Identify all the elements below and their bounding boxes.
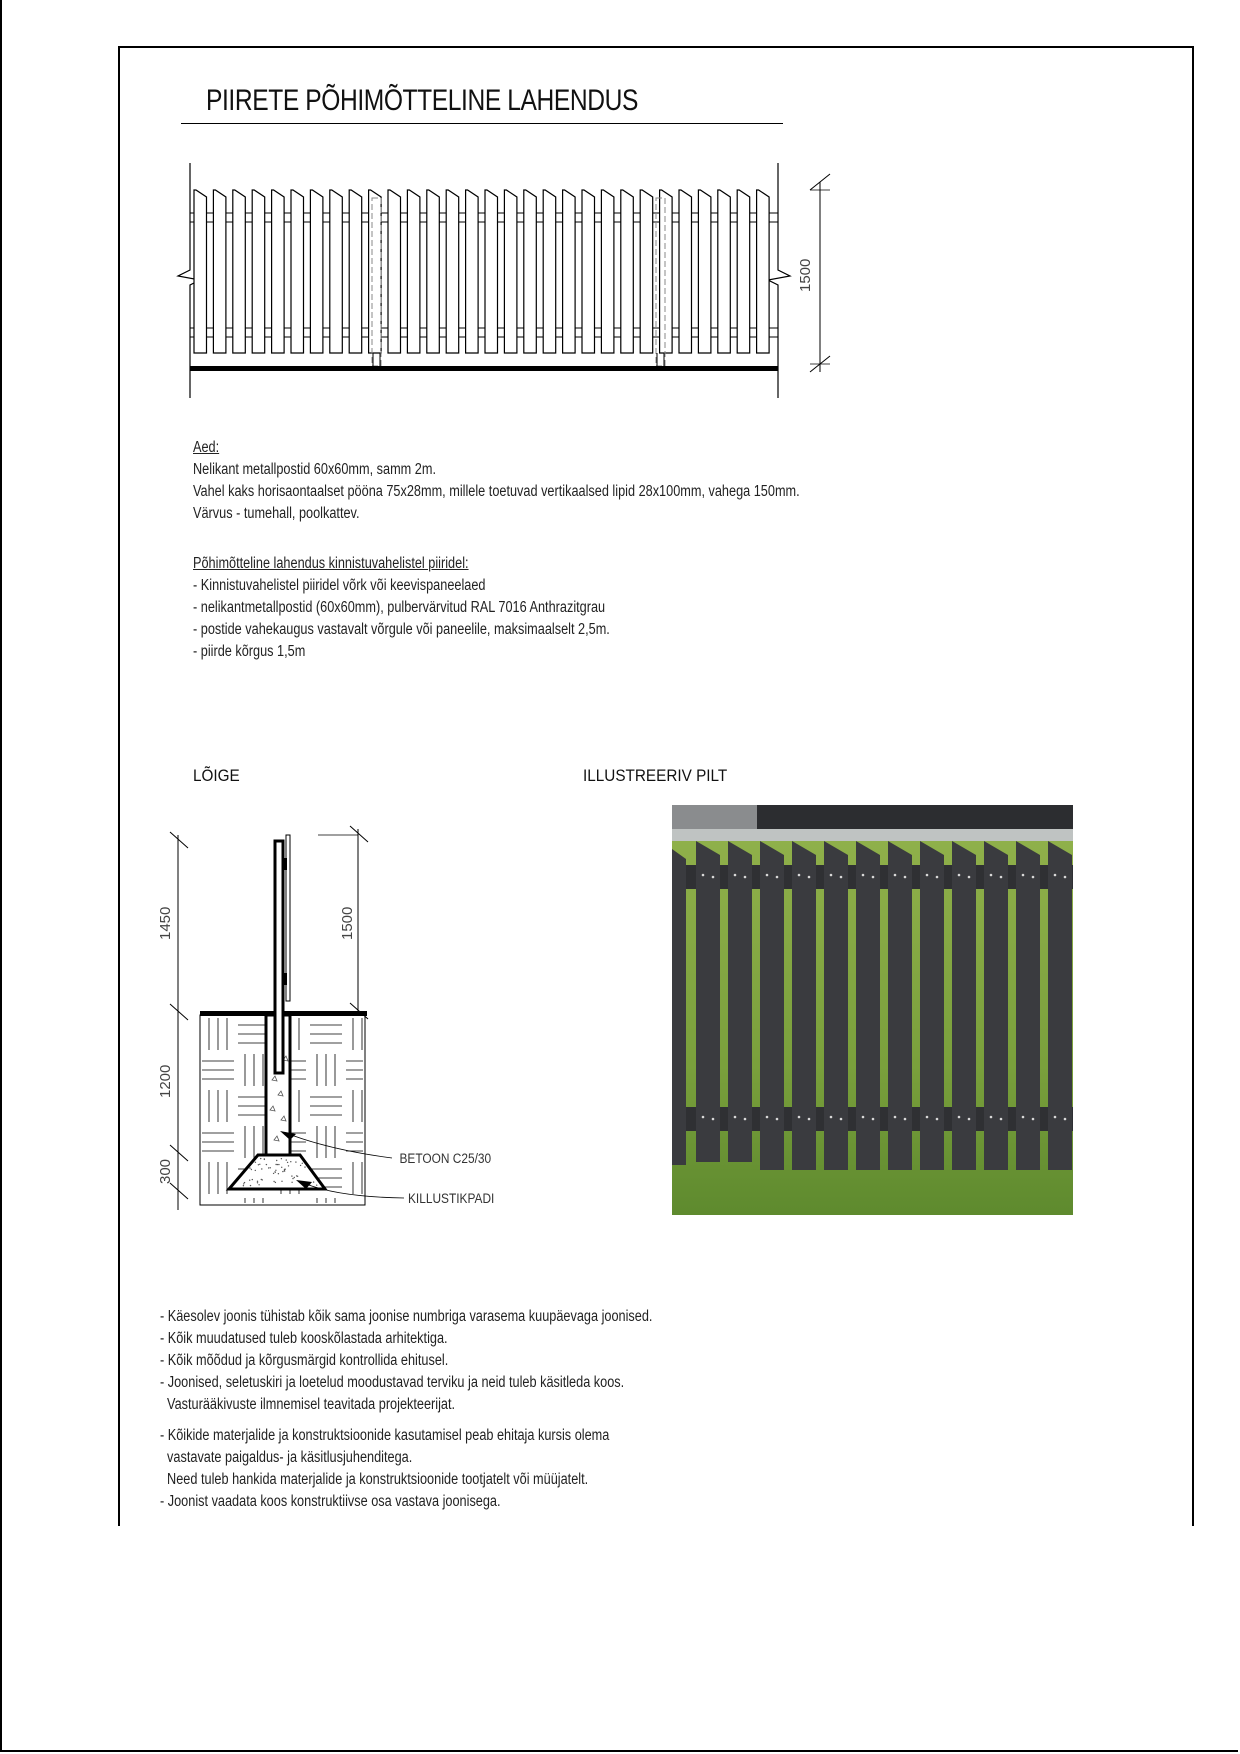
picket	[427, 190, 440, 353]
photo-screw	[894, 1116, 897, 1119]
photo-screw	[1000, 876, 1003, 879]
gravel-dot	[275, 1182, 276, 1183]
picket	[446, 190, 459, 353]
picket	[310, 190, 323, 353]
photo-screw	[808, 1118, 811, 1121]
photo-screw	[1054, 874, 1057, 877]
picket	[369, 190, 382, 353]
photo-screw	[968, 1118, 971, 1121]
fence-elevation	[178, 163, 790, 398]
note-line: - Kõik mõõdud ja kõrgusmärgid kontrollida ehitusel.	[160, 1352, 449, 1369]
pavement	[672, 829, 1073, 841]
picket	[563, 190, 576, 353]
gravel-dot	[302, 1163, 303, 1164]
gravel-dot	[251, 1169, 252, 1170]
picket	[291, 190, 304, 353]
gravel-dot	[291, 1182, 292, 1183]
photo-screw	[872, 876, 875, 879]
gravel-dot	[277, 1164, 278, 1165]
picket	[718, 190, 731, 353]
gravel-dot	[273, 1181, 274, 1182]
gravel-dot	[260, 1158, 261, 1159]
picket	[621, 190, 634, 353]
photo-screw	[840, 1118, 843, 1121]
dim-300: 300	[157, 1158, 174, 1184]
picket	[737, 190, 750, 353]
photo-screw	[734, 874, 737, 877]
boundary-line: - postide vahekaugus vastavalt võrgule või paneelile, maksimaalselt 2,5m.	[193, 621, 610, 638]
gravel-dot	[313, 1181, 314, 1182]
gravel-dot	[266, 1164, 267, 1165]
gravel-dot	[275, 1164, 276, 1165]
photo-screw	[958, 1116, 961, 1119]
note-line: Need tuleb hankida materjalide ja konstruktsioonide tootjatelt või müüjatelt.	[160, 1471, 589, 1488]
photo-picket	[1016, 841, 1040, 1170]
page-title: PIIRETE PÕHIMÕTTELINE LAHENDUS	[206, 84, 638, 117]
gravel-dot	[281, 1181, 282, 1182]
photo-picket	[952, 841, 976, 1170]
aed-spec	[193, 437, 800, 525]
note-line: vastavate paigaldus- ja käsitlusjuhenditega.	[160, 1449, 413, 1466]
aed-line: Nelikant metallpostid 60x60mm, samm 2m.	[193, 461, 436, 478]
photo-screw	[744, 1118, 747, 1121]
gravel-dot	[287, 1162, 288, 1163]
picket	[252, 190, 265, 353]
photo-picket	[824, 841, 848, 1170]
gravel-dot	[291, 1175, 292, 1176]
boundary-heading: Põhimõtteline lahendus kinnistuvahelistel piiridel:	[193, 555, 469, 572]
picket	[349, 190, 362, 353]
photo-picket	[920, 841, 944, 1170]
photo-screw	[744, 876, 747, 879]
gravel-dot	[276, 1160, 277, 1161]
gravel-dot	[268, 1167, 269, 1168]
photo-screw	[1022, 874, 1025, 877]
gravel-dot	[258, 1164, 259, 1165]
gravel-dot	[244, 1182, 245, 1183]
picket	[213, 190, 226, 353]
picket	[660, 190, 673, 353]
picket	[485, 190, 498, 353]
general-notes-1	[160, 1306, 652, 1416]
photo-screw	[776, 1118, 779, 1121]
photo-screw	[862, 874, 865, 877]
photo-screw	[830, 1116, 833, 1119]
photo-picket	[984, 841, 1008, 1170]
photo-screw	[830, 874, 833, 877]
note-line: Vasturääkivuste ilmnemisel teavitada projekteerijat.	[160, 1396, 456, 1413]
photo-screw	[958, 874, 961, 877]
photo-screw	[766, 874, 769, 877]
photo-picket	[672, 849, 686, 1165]
photo-screw	[1032, 1118, 1035, 1121]
gravel-dot	[274, 1171, 275, 1172]
photo-screw	[990, 1116, 993, 1119]
general-notes-2	[160, 1425, 609, 1513]
gravel-dot	[296, 1175, 297, 1176]
gravel-dot	[261, 1179, 262, 1180]
photo-screw	[936, 876, 939, 879]
photo-screw	[894, 874, 897, 877]
fence-photo	[672, 805, 1073, 1215]
note-line: - Kõik muudatused tuleb kooskõlastada arhitektiga.	[160, 1330, 448, 1347]
picket	[388, 190, 401, 353]
gravel-dot	[259, 1164, 260, 1165]
elevation-dim-label: 1500	[797, 258, 814, 292]
gravel-dot	[243, 1183, 244, 1184]
section-label: LÕIGE	[193, 766, 240, 785]
boundary-line: - nelikantmetallpostid (60x60mm), pulbervärvitud RAL 7016 Anthrazitgrau	[193, 599, 606, 616]
photo-screw	[798, 1116, 801, 1119]
photo-screw	[712, 876, 715, 879]
boundary-line: - piirde kõrgus 1,5m	[193, 643, 306, 660]
photo-screw	[702, 874, 705, 877]
elevation-height-dimension	[797, 174, 830, 372]
gravel-dot	[292, 1178, 293, 1179]
break-line	[768, 163, 790, 398]
gravel-dot	[294, 1177, 295, 1178]
picket	[524, 190, 537, 353]
dim-1500: 1500	[339, 906, 356, 940]
callout-concrete: BETOON C25/30	[399, 1150, 492, 1167]
photo-screw	[904, 876, 907, 879]
photo-screw	[862, 1116, 865, 1119]
gravel-dot	[250, 1185, 251, 1186]
photo-picket	[792, 841, 816, 1170]
photo-screw	[926, 874, 929, 877]
gravel-dot	[257, 1181, 258, 1182]
photo-picket	[696, 841, 720, 1162]
gravel-dot	[270, 1167, 271, 1168]
photo-screw	[776, 876, 779, 879]
photo-screw	[712, 1118, 715, 1121]
gravel-dot	[300, 1165, 301, 1166]
gravel-dot	[273, 1173, 274, 1174]
gravel-dot	[288, 1165, 289, 1166]
picket	[272, 190, 285, 353]
gravel-dot	[258, 1184, 259, 1185]
note-line: - Kõikide materjalide ja konstruktsioonide kasutamisel peab ehitaja kursis olema	[160, 1427, 610, 1444]
picket	[698, 190, 711, 353]
aed-line: Vahel kaks horisaontaalset pööna 75x28mm, millele toetuvad vertikaalsed lipid 28x100mm, vahega 150mm.	[193, 483, 800, 500]
photo-picket	[888, 841, 912, 1170]
aed-line: Värvus - tumehall, poolkattev.	[193, 505, 360, 522]
photo-screw	[872, 1118, 875, 1121]
picket	[679, 190, 692, 353]
gravel-dot	[255, 1170, 256, 1171]
photo-screw	[808, 876, 811, 879]
section-drawing	[157, 826, 494, 1210]
photo-picket	[728, 841, 752, 1162]
gravel-dot	[281, 1158, 282, 1159]
photo-screw	[840, 876, 843, 879]
photo-screw	[766, 1116, 769, 1119]
photo-picket	[760, 841, 784, 1170]
picket	[504, 190, 517, 353]
note-line: - Joonist vaadata koos konstruktiivse osa vastava joonisega.	[160, 1493, 501, 1510]
ground-line	[190, 366, 778, 371]
gravel-dot	[249, 1167, 250, 1168]
illustration-label: ILLUSTREERIV PILT	[583, 766, 728, 785]
photo-screw	[936, 1118, 939, 1121]
photo-picket	[856, 841, 880, 1170]
picket	[330, 190, 343, 353]
photo-screw	[926, 1116, 929, 1119]
gravel-dot	[243, 1185, 244, 1186]
photo-screw	[1022, 1116, 1025, 1119]
gravel-dot	[290, 1161, 291, 1162]
gravel-dot	[295, 1161, 296, 1162]
picket	[233, 190, 246, 353]
picket	[582, 190, 595, 353]
gravel-dot	[284, 1170, 285, 1171]
dim-1200: 1200	[157, 1064, 174, 1098]
picket	[543, 190, 556, 353]
photo-screw	[1032, 876, 1035, 879]
aed-heading: Aed:	[193, 439, 220, 456]
picket	[757, 190, 770, 353]
photo-screw	[990, 874, 993, 877]
photo-picket	[1048, 841, 1072, 1170]
gravel-dot	[278, 1173, 279, 1174]
gravel-dot	[252, 1179, 253, 1180]
gravel-dot	[261, 1168, 262, 1169]
gravel-dot	[282, 1171, 283, 1172]
picket	[407, 190, 420, 353]
gravel-dot	[264, 1158, 265, 1159]
gravel-dot	[285, 1169, 286, 1170]
photo-screw	[1064, 1118, 1067, 1121]
photo-screw	[968, 876, 971, 879]
note-line: - Joonised, seletuskiri ja loetelud moodustavad terviku ja neid tuleb käsitleda koos.	[160, 1374, 625, 1391]
illustration-photo	[672, 805, 1073, 1215]
photo-screw	[702, 1116, 705, 1119]
picket	[194, 190, 207, 353]
building-siding	[672, 805, 757, 829]
picket	[466, 190, 479, 353]
photo-screw	[1054, 1116, 1057, 1119]
gravel-dot	[304, 1166, 305, 1167]
gravel-dot	[316, 1185, 317, 1186]
note-line: - Käesolev joonis tühistab kõik sama joonise numbriga varasema kuupäevaga joonised.	[160, 1308, 653, 1325]
gravel-dot	[281, 1167, 282, 1168]
photo-screw	[1064, 876, 1067, 879]
gravel-dot	[278, 1164, 279, 1165]
picket	[640, 190, 653, 353]
photo-screw	[1000, 1118, 1003, 1121]
dim-1450: 1450	[157, 906, 174, 940]
photo-screw	[798, 874, 801, 877]
gravel-dot	[286, 1159, 287, 1160]
metal-post	[275, 841, 283, 1073]
photo-screw	[904, 1118, 907, 1121]
callout-gravel: KILLUSTIKPADI	[408, 1190, 495, 1207]
boundary-line: - Kinnistuvahelistel piiridel võrk või keevispaneelaed	[193, 577, 486, 594]
gravel-dot	[275, 1170, 276, 1171]
gravel-dot	[257, 1182, 258, 1183]
photo-screw	[734, 1116, 737, 1119]
gravel-dot	[255, 1162, 256, 1163]
boundary-spec	[193, 553, 610, 663]
gravel-dot	[249, 1180, 250, 1181]
picket	[601, 190, 614, 353]
